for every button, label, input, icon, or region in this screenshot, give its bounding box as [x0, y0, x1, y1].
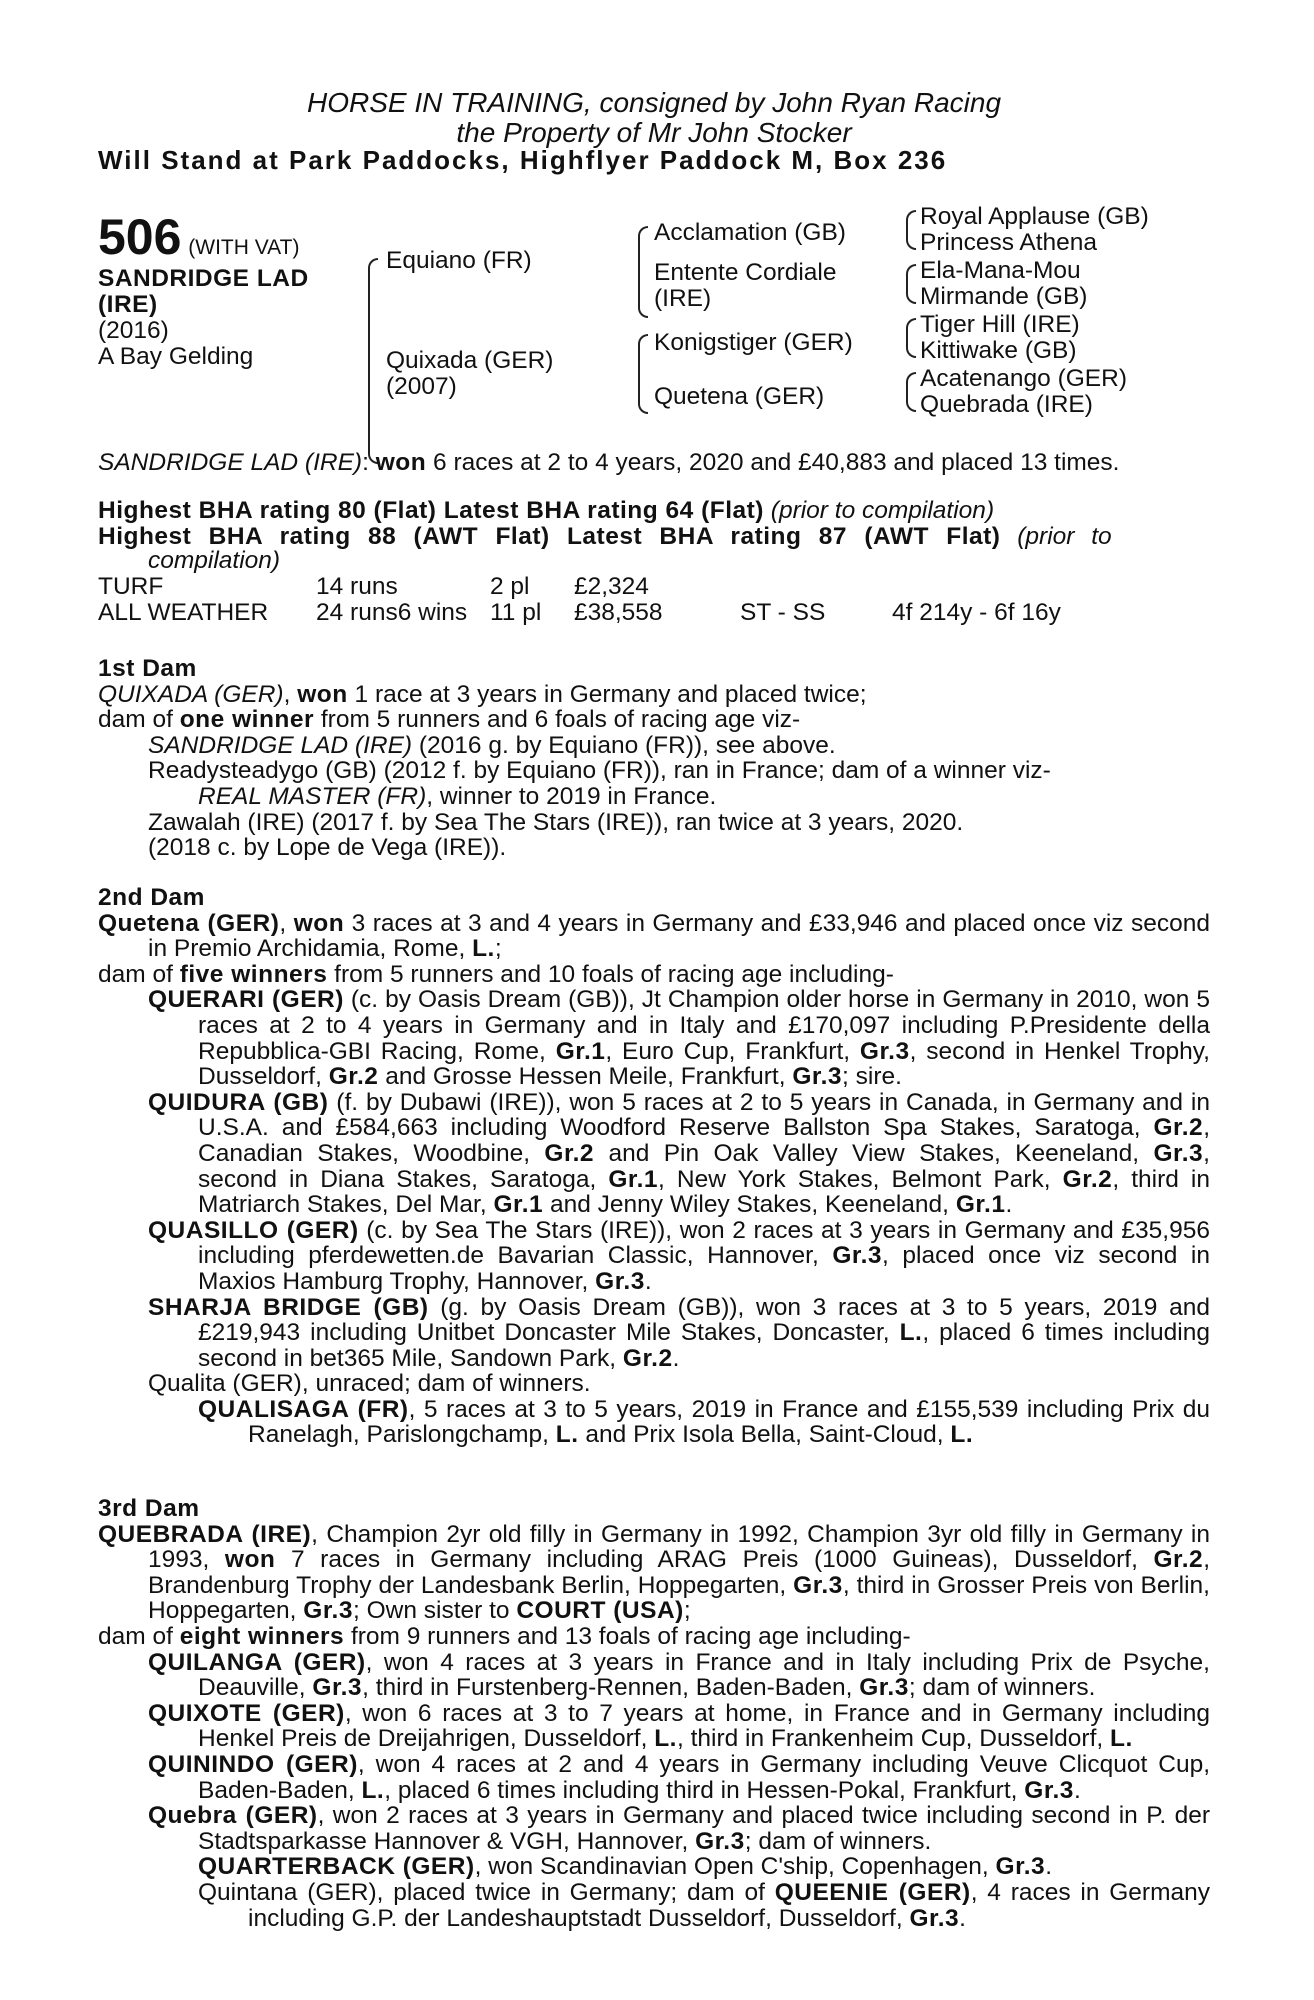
produce-zawalah: Zawalah (IRE) (2017 f. by Sea The Stars (IRE)), ran twice at 3 years, 2020. [148, 808, 964, 836]
first-dam-section [98, 656, 1210, 861]
second-dam-produce: dam of five winners from 5 runners and 10 foals of racing age including- [98, 960, 894, 988]
dam-year: (2007) [386, 373, 457, 400]
produce-quidura: QUIDURA (GB) (f. by Dubawi (IRE)), won 5 races at 2 to 5 years in Canada, in Germany and in U.S.A. and £584,663 including Woodford Reserve Ballston Spa Stakes, Saratoga, Gr.2, Canadian Stakes, Woodbine, Gr.2 and Pin Oak Valley View Stakes, Keeneland, Gr.3, second in Diana Stakes, Saratoga, Gr.1, New York Stakes, Belmont Park, Gr.2, third in Matriarch Stakes, Del Mar, Gr.1 and Jenny Wiley Stakes, Keeneland, Gr.1. [148, 1088, 1210, 1219]
lot-number-block [98, 209, 300, 265]
aw-placed: 11 pl [490, 599, 542, 626]
rating-awt-note: (prior to [1017, 523, 1112, 550]
produce-quasillo: QUASILLO (GER) (c. by Sea The Stars (IRE)), won 2 races at 3 years in Germany and £35,956 including pferdewetten.de Bavarian Classic, Hannover, Gr.3, placed once viz second in Maxios Hamburg Trophy, Hannover, Gr.3. [148, 1216, 1210, 1295]
turf-earnings: £2,324 [574, 573, 649, 600]
aw-earnings: £38,558 [574, 599, 663, 626]
rating-flat-text: Highest BHA rating 80 (Flat) Latest BHA rating 64 (Flat) [98, 497, 764, 524]
third-dam-line: QUEBRADA (IRE), Champion 2yr old filly in Germany in 1992, Champion 3yr old filly in Germany in 1993, won 7 races in Germany including ARAG Preis (1000 Guineas), Dusseldorf, Gr.2, Brandenburg Trophy der Landesbank Berlin, Hoppegarten, Gr.3, third in Grosser Preis von Berlin, Hoppegarten, Gr.3; Own sister to COURT (USA); [98, 1520, 1210, 1625]
produce-quinindo: QUININDO (GER), won 4 races at 2 and 4 years in Germany including Veuve Clicquot Cup, Baden-Baden, L., placed 6 times including third in Hessen-Pokal, Frankfurt, Gr.3. [148, 1750, 1210, 1804]
dam-sire: Konigstiger (GER) [654, 329, 853, 356]
aw-runs-wins: 24 runs6 wins [316, 599, 468, 626]
sire-dam-line1: Entente Cordiale [654, 259, 837, 286]
great-granddam-2: Mirmande (GB) [920, 283, 1088, 310]
rating-awt-note-cont: compilation) [148, 547, 281, 574]
summary-horse-name: SANDRIDGE LAD (IRE) [98, 449, 363, 476]
pedigree-brace-gen1 [368, 258, 378, 464]
summary-won: won [375, 449, 427, 476]
pedigree-brace-g1 [906, 210, 916, 250]
produce-querari: QUERARI (GER) (c. by Oasis Dream (GB)), Jt Champion older horse in Germany in 2010, won 5 races at 2 to 4 years in Germany and in Italy and £170,097 including P.Presidente della Repubblica-GBI Racing, Rome, Gr.1, Euro Cup, Frankfurt, Gr.3, second in Henkel Trophy, Dusseldorf, Gr.2 and Grosse Hessen Meile, Frankfurt, Gr.3; sire. [148, 986, 1210, 1091]
pedigree-brace-g3 [906, 318, 916, 358]
lot-number: 506 [98, 209, 182, 265]
rating-flat [98, 498, 1210, 524]
pedigree-brace-sire [638, 226, 648, 318]
produce-quilanga: QUILANGA (GER), won 4 races at 3 years in France and in Italy including Prix de Psyche, Deauville, Gr.3, third in Furstenberg-Rennen, Baden-Baden, Gr.3; dam of winners. [148, 1648, 1210, 1702]
first-dam-produce: dam of one winner from 5 runners and 6 foals of racing age viz- [98, 706, 801, 734]
vat-label: (WITH VAT) [188, 236, 300, 259]
great-granddam-4: Quebrada (IRE) [920, 391, 1093, 418]
stabling-line: Will Stand at Park Paddocks, Highflyer Paddock M, Box 236 [98, 145, 948, 175]
aw-tracks: ST - SS [740, 599, 826, 626]
great-granddam-1: Princess Athena [920, 229, 1098, 256]
foaling-year: (2016) [98, 317, 169, 344]
turf-placed: 2 pl [490, 573, 530, 600]
aw-label: ALL WEATHER [98, 599, 269, 626]
great-grandsire-4: Acatenango (GER) [920, 365, 1127, 392]
summary-text: 6 races at 2 to 4 years, 2020 and £40,883 and placed 13 times. [426, 449, 1120, 476]
produce-quintana: Quintana (GER), placed twice in Germany; dam of QUEENIE (GER), 4 races in Germany including G.P. der Landeshauptstadt Dusseldorf, Dusseldorf, Gr.3. [198, 1878, 1211, 1932]
horse-name-line1: SANDRIDGE LAD [98, 265, 309, 292]
great-granddam-3: Kittiwake (GB) [920, 337, 1077, 364]
great-grandsire-1: Royal Applause (GB) [920, 203, 1149, 230]
third-dam-produce: dam of eight winners from 9 runners and 13 foals of racing age including- [98, 1622, 911, 1650]
produce-quebra: Quebra (GER), won 2 races at 3 years in Germany and placed twice including second in P. der Stadtsparkasse Hannover & VGH, Hannover, Gr.3; dam of winners. [148, 1802, 1210, 1855]
property-line: the Property of Mr John Stocker [456, 117, 852, 148]
horse-description: A Bay Gelding [98, 343, 254, 370]
first-dam-heading: 1st Dam [98, 655, 197, 682]
race-summary: SANDRIDGE LAD (IRE): won 6 races at 2 to 4 years, 2020 and £40,883 and placed 13 times. [98, 449, 1120, 476]
third-dam-section [98, 1496, 1210, 1931]
sire-sire: Acclamation (GB) [654, 219, 846, 246]
rating-awt [98, 524, 1210, 550]
second-dam-heading: 2nd Dam [98, 884, 205, 911]
second-dam-section [98, 885, 1210, 1448]
consignor-line: HORSE IN TRAINING, consigned by John Ryan Racing [306, 87, 1002, 118]
rating-awt-text: Highest BHA rating 88 (AWT Flat) Latest BHA rating 87 (AWT Flat) [98, 523, 1001, 550]
second-dam-line: Quetena (GER), won 3 races at 3 and 4 years in Germany and £33,946 and placed once viz second in Premio Archidamia, Rome, L.; [98, 909, 1210, 963]
produce-sandridge: SANDRIDGE LAD (IRE) (2016 g. by Equiano (FR)), see above. [148, 731, 836, 759]
third-dam-heading: 3rd Dam [98, 1495, 200, 1522]
sire-dam-line2: (IRE) [654, 285, 712, 312]
pedigree-brace-dam [638, 334, 648, 414]
aw-distances: 4f 214y - 6f 16y [892, 599, 1061, 626]
horse-name-line2: (IRE) [98, 291, 158, 318]
produce-quixote: QUIXOTE (GER), won 6 races at 3 to 7 years at home, in France and in Germany including Henkel Preis de Dreijahrigen, Dusseldorf, L., third in Frankenheim Cup, Dusseldorf, L. [148, 1699, 1210, 1753]
produce-sharja-bridge: SHARJA BRIDGE (GB) (g. by Oasis Dream (GB)), won 3 races at 3 to 5 years, 2019 and £219,943 including Unitbet Doncaster Mile Stakes, Doncaster, L., placed 6 times including second in bet365 Mile, Sandown Park, Gr.2. [148, 1293, 1210, 1372]
first-dam-line: QUIXADA (GER), won 1 race at 3 years in Germany and placed twice; [98, 680, 867, 708]
pedigree-brace-g4 [906, 372, 916, 412]
sire-name: Equiano (FR) [386, 247, 532, 274]
produce-qualita: Qualita (GER), unraced; dam of winners. [148, 1370, 591, 1398]
rating-flat-note: (prior to compilation) [770, 497, 995, 524]
produce-quarterback: QUARTERBACK (GER), won Scandinavian Open C'ship, Copenhagen, Gr.3. [198, 1853, 1053, 1881]
dam-name: Quixada (GER) [386, 347, 554, 374]
great-grandsire-3: Tiger Hill (IRE) [920, 311, 1080, 338]
produce-qualisaga: QUALISAGA (FR), 5 races at 3 to 5 years, 2019 in France and £155,539 including Prix du Ranelagh, Parislongchamp, L. and Prix Isola Bella, Saint-Cloud, L. [198, 1395, 1211, 1449]
pedigree-brace-g2 [906, 264, 916, 304]
produce-2018-colt: (2018 c. by Lope de Vega (IRE)). [148, 834, 507, 862]
produce-real-master: REAL MASTER (FR), winner to 2019 in France. [198, 782, 717, 810]
produce-readysteadygo: Readysteadygo (GB) (2012 f. by Equiano (FR)), ran in France; dam of a winner viz- [148, 757, 1051, 785]
dam-dam: Quetena (GER) [654, 383, 825, 410]
great-grandsire-2: Ela-Mana-Mou [920, 257, 1081, 284]
turf-runs: 14 runs [316, 573, 398, 600]
turf-label: TURF [98, 573, 164, 600]
